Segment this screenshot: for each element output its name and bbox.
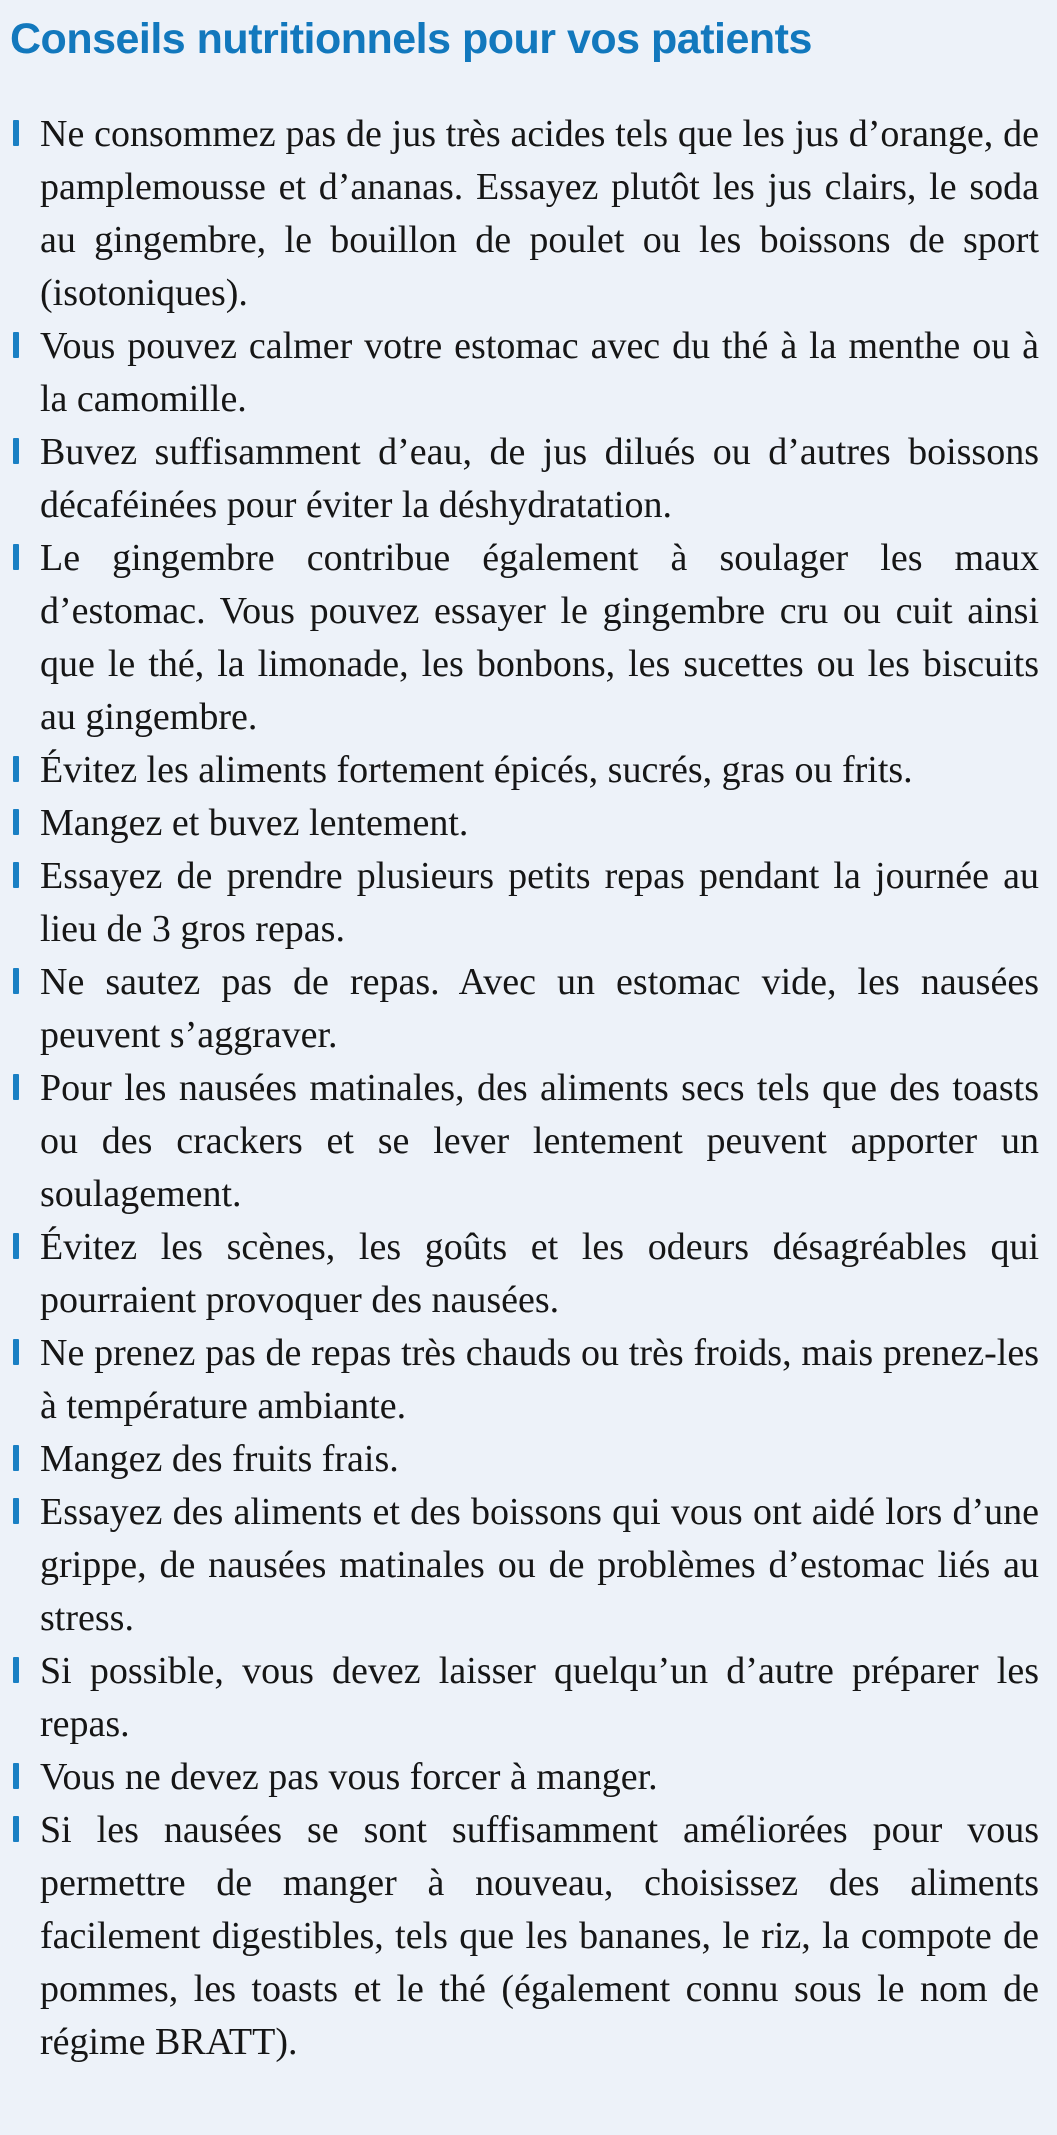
list-item bbox=[40, 1751, 1039, 1804]
list-item-text: Ne prenez pas de repas très chauds ou très froids, mais prenez-les à température ambiante. bbox=[40, 1332, 1039, 1427]
bullet-bar-icon bbox=[13, 1233, 19, 1259]
bullet-bar-icon bbox=[13, 544, 19, 570]
bullet-bar-icon bbox=[13, 756, 19, 782]
bullet-bar-icon bbox=[13, 1339, 19, 1365]
bullet-bar-icon bbox=[13, 438, 19, 464]
list-item-text: Vous ne devez pas vous forcer à manger. bbox=[40, 1756, 658, 1798]
bullet-bar-icon bbox=[13, 332, 19, 358]
list-item-text: Vous pouvez calmer votre estomac avec du thé à la menthe ou à la camomille. bbox=[40, 325, 1039, 420]
list-item-text: Évitez les aliments fortement épicés, sucrés, gras ou frits. bbox=[40, 749, 913, 791]
list-item bbox=[40, 850, 1039, 956]
bullet-bar-icon bbox=[13, 1498, 19, 1524]
bullet-bar-icon bbox=[13, 862, 19, 888]
list-item-text: Si les nausées se sont suffisamment améliorées pour vous permettre de manger à nouveau, choisissez des aliments facilement digestibles, tels que les bananes, le riz, la compote de pommes, les toasts et le thé (également connu sous le nom de régime BRATT). bbox=[40, 1809, 1039, 2063]
advice-list bbox=[0, 64, 1057, 2069]
bullet-bar-icon bbox=[13, 1445, 19, 1471]
bullet-bar-icon bbox=[13, 968, 19, 994]
list-item bbox=[40, 108, 1039, 320]
list-item bbox=[40, 320, 1039, 426]
list-item-text: Ne consommez pas de jus très acides tels que les jus d’orange, de pamplemousse et d’ananas. Essayez plutôt les jus clairs, le soda au gingembre, le bouillon de poulet ou les boissons de sport (isotoniques). bbox=[40, 113, 1039, 314]
list-item bbox=[40, 1221, 1039, 1327]
list-item-text: Pour les nausées matinales, des aliments secs tels que des toasts ou des crackers et se lever lentement peuvent apporter un soulagement. bbox=[40, 1067, 1039, 1215]
list-item-text: Buvez suffisamment d’eau, de jus dilués ou d’autres boissons décaféinées pour éviter la déshydratation. bbox=[40, 431, 1039, 526]
list-item bbox=[40, 797, 1039, 850]
list-item-text: Ne sautez pas de repas. Avec un estomac vide, les nausées peuvent s’aggraver. bbox=[40, 961, 1039, 1056]
list-item-text: Essayez de prendre plusieurs petits repas pendant la journée au lieu de 3 gros repas. bbox=[40, 855, 1039, 950]
bullet-bar-icon bbox=[13, 1074, 19, 1100]
nutrition-advice-panel bbox=[0, 14, 1057, 2135]
list-item bbox=[40, 1062, 1039, 1221]
list-item bbox=[40, 1433, 1039, 1486]
list-item-text: Mangez et buvez lentement. bbox=[40, 802, 469, 844]
list-item-text: Le gingembre contribue également à soulager les maux d’estomac. Vous pouvez essayer le gingembre cru ou cuit ainsi que le thé, la limonade, les bonbons, les sucettes ou les biscuits au gingembre. bbox=[40, 537, 1039, 738]
list-item bbox=[40, 426, 1039, 532]
list-item bbox=[40, 1645, 1039, 1751]
list-item bbox=[40, 1804, 1039, 2069]
list-item-text: Essayez des aliments et des boissons qui vous ont aidé lors d’une grippe, de nausées matinales ou de problèmes d’estomac liés au stress. bbox=[40, 1491, 1039, 1639]
bullet-bar-icon bbox=[13, 1763, 19, 1789]
list-item-text: Évitez les scènes, les goûts et les odeurs désagréables qui pourraient provoquer des nausées. bbox=[40, 1226, 1039, 1321]
bullet-bar-icon bbox=[13, 1816, 19, 1842]
bullet-bar-icon bbox=[13, 120, 19, 146]
list-item bbox=[40, 532, 1039, 744]
list-item-text: Mangez des fruits frais. bbox=[40, 1438, 399, 1480]
list-item-text: Si possible, vous devez laisser quelqu’un d’autre préparer les repas. bbox=[40, 1650, 1039, 1745]
list-item bbox=[40, 1327, 1039, 1433]
bullet-bar-icon bbox=[13, 809, 19, 835]
page-title: Conseils nutritionnels pour vos patients bbox=[10, 15, 812, 63]
bullet-bar-icon bbox=[13, 1657, 19, 1683]
list-item bbox=[40, 744, 1039, 797]
list-item bbox=[40, 956, 1039, 1062]
list-item bbox=[40, 1486, 1039, 1645]
